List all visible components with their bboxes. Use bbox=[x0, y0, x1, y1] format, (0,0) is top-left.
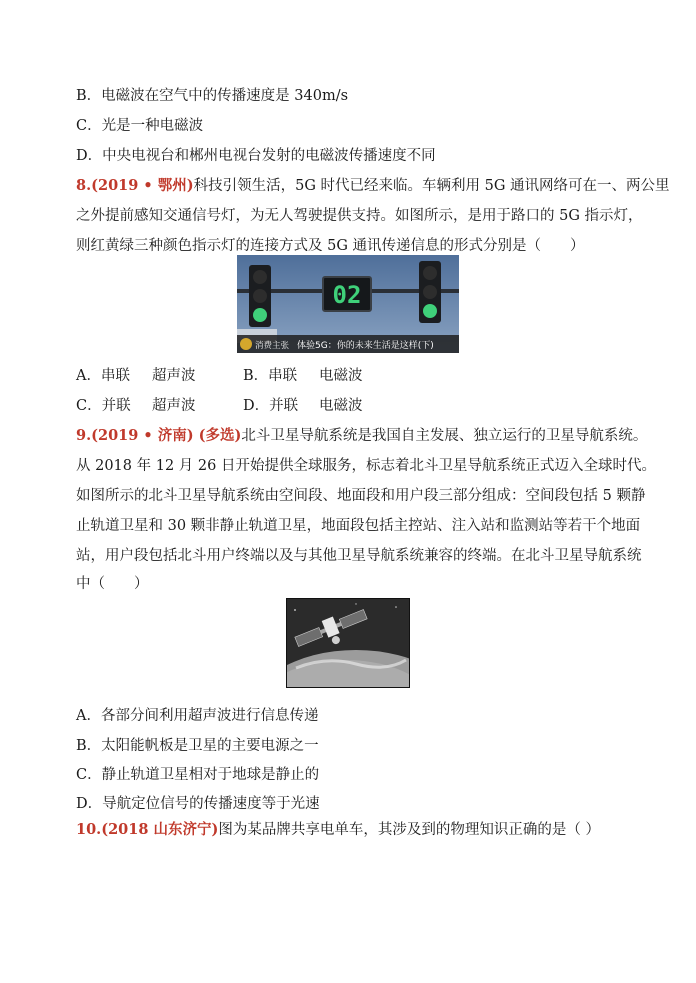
q8-figure-traffic-light bbox=[237, 255, 459, 353]
q8-option-b-value: 电磁波 bbox=[319, 368, 363, 384]
q8-text-1: 科技引领生活，5G 时代已经来临。车辆利用 5G 通讯网络可在一、两公里 bbox=[193, 178, 670, 194]
q9-line1 bbox=[76, 426, 647, 446]
q8-line1 bbox=[76, 176, 670, 196]
q8-option-a-value: 超声波 bbox=[152, 368, 196, 384]
satellite-photo bbox=[286, 598, 410, 688]
caption-logo-text: 消费主张 bbox=[255, 341, 290, 351]
q8-options-row2 bbox=[76, 396, 363, 416]
q9-option-a: A．各部分间利用超声波进行信息传递 bbox=[76, 708, 319, 724]
q9-line5: 站，用户段包括北斗用户终端以及与其他卫星导航系统兼容的终端。在北斗卫星导航系统 bbox=[76, 548, 642, 564]
q8-options-row1 bbox=[76, 366, 363, 386]
prev-option-c: C．光是一种电磁波 bbox=[76, 118, 204, 134]
q10-source: (2018 山东济宁) bbox=[101, 821, 219, 838]
prev-option-b: B．电磁波在空气中的传播速度是 340m/s bbox=[76, 88, 349, 104]
q9-option-c: C．静止轨道卫星相对于地球是静止的 bbox=[76, 767, 320, 783]
q9-line4: 止轨道卫星和 30 颗非静止轨道卫星，地面段包括主控站、注入站和监测站等若干个地面 bbox=[76, 518, 641, 534]
q8-option-c-value: 超声波 bbox=[152, 398, 196, 414]
q10-number: 10. bbox=[76, 821, 102, 838]
q8-option-c-label: C．并联 bbox=[76, 398, 131, 414]
q9-line3: 如图所示的北斗卫星导航系统由空间段、地面段和用户段三部分组成：空间段包括 5 颗静 bbox=[76, 488, 646, 504]
q9-line6: 中（ ） bbox=[76, 576, 149, 592]
prev-option-d: D．中央电视台和郴州电视台发射的电磁波传播速度不同 bbox=[76, 148, 436, 164]
q9-number: 9. bbox=[76, 427, 92, 444]
q9-option-d: D．导航定位信号的传播速度等于光速 bbox=[76, 796, 320, 812]
q8-source: (2019 • 鄂州) bbox=[91, 177, 194, 194]
q10-text-1: 图为某品牌共享电单车，其涉及到的物理知识正确的是（ ） bbox=[218, 822, 600, 838]
countdown-display-icon bbox=[323, 277, 371, 311]
q8-line2: 之外提前感知交通信号灯，为无人驾驶提供支持。如图所示，是用于路口的 5G 指示灯， bbox=[76, 208, 643, 224]
q8-line3: 则红黄绿三种颜色指示灯的连接方式及 5G 通讯传递信息的形式分别是（ ） bbox=[76, 238, 585, 254]
q9-option-b: B．太阳能帆板是卫星的主要电源之一 bbox=[76, 738, 319, 754]
q8-option-d-label: D．并联 bbox=[243, 398, 299, 414]
q8-option-d-value: 电磁波 bbox=[319, 398, 363, 414]
q9-figure-satellite bbox=[286, 598, 410, 688]
q8-option-b-label: B．串联 bbox=[243, 368, 298, 384]
q9-text-1: 北斗卫星导航系统是我国自主发展、独立运行的卫星导航系统。 bbox=[241, 428, 648, 444]
countdown-text: 02 bbox=[332, 281, 362, 309]
q8-option-a-label: A．串联 bbox=[76, 368, 130, 384]
q8-number: 8. bbox=[76, 177, 92, 194]
caption-text: 体验5G：你的未来生活是这样(下) bbox=[297, 341, 434, 351]
q10-line1 bbox=[76, 820, 600, 840]
q9-line2: 从 2018 年 12 月 26 日开始提供全球服务，标志着北斗卫星导航系统正式迈入全球时代。 bbox=[76, 458, 656, 474]
traffic-light-photo bbox=[237, 255, 459, 353]
tv-logo-icon bbox=[240, 338, 252, 350]
q9-source: (2019 • 济南) (多选) bbox=[91, 427, 242, 444]
right-signal-icon bbox=[419, 261, 441, 323]
